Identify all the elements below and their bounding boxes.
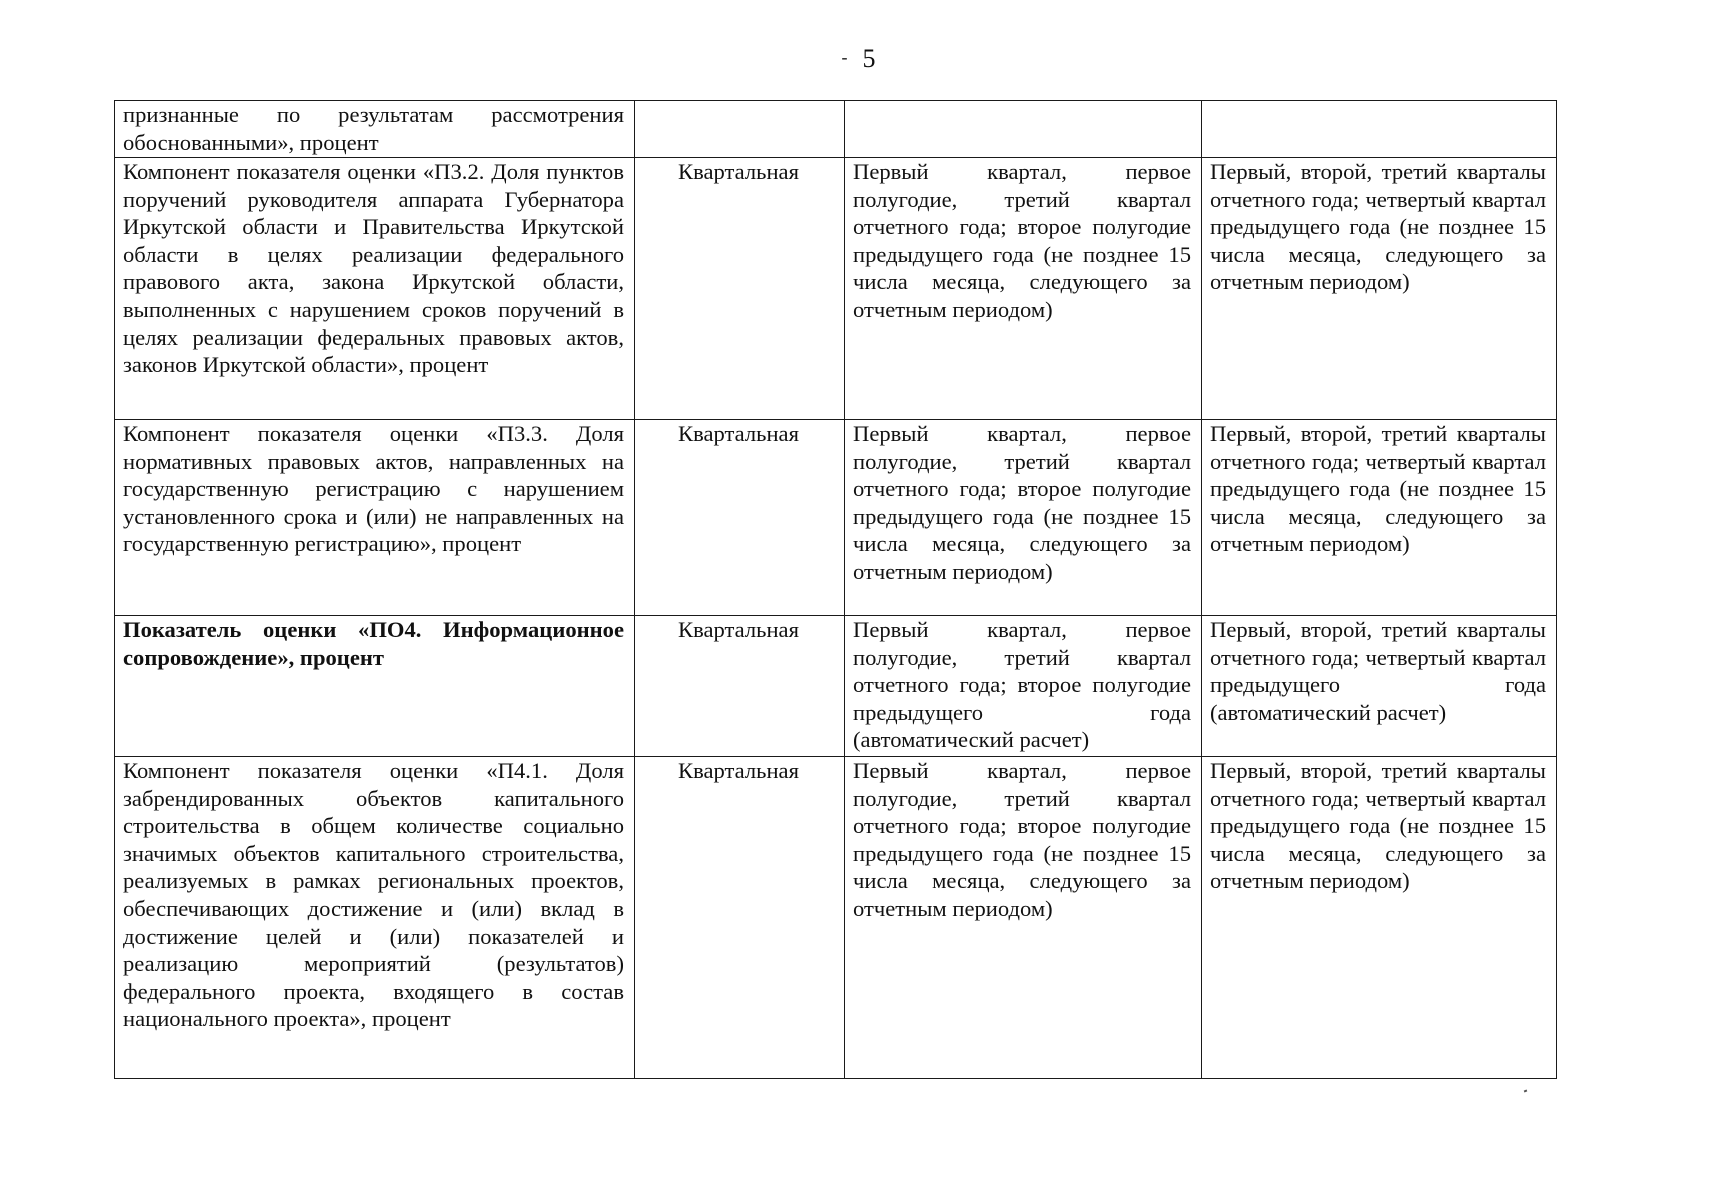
reporting-dates-cell: Первый квартал, первое полугодие, третий квартал отчетного года; второе полугодие предыдущего года (не позднее 15 числа месяца, следующего за отчетным периодом) [845,757,1202,1079]
periodicity-cell: Квартальная [635,616,845,757]
reporting-dates-cell: Первый квартал, первое полугодие, третий квартал отчетного года; второе полугодие предыдущего года (не позднее 15 числа месяца, следующего за отчетным периодом) [845,420,1202,616]
indicator-name-cell: Показатель оценки «ПО4. Информационное сопровождение», процент [115,616,635,757]
table-row [115,101,1557,158]
periodicity-cell: Квартальная [635,757,845,1079]
comparison-periods-cell: Первый, второй, третий кварталы отчетного года; четвертый квартал предыдущего года (не позднее 15 числа месяца, следующего за отчетным периодом) [1202,420,1557,616]
reporting-dates-cell: Первый квартал, первое полугодие, третий квартал отчетного года; второе полугодие предыдущего года (не позднее 15 числа месяца, следующего за отчетным периодом) [845,158,1202,420]
indicator-name-cell: признанные по результатам рассмотрения обоснованными», процент [115,101,635,158]
reporting-dates-cell: Первый квартал, первое полугодие, третий квартал отчетного года; второе полугодие предыдущего года (автоматический расчет) [845,616,1202,757]
table-row [115,757,1557,1079]
table-row [115,616,1557,757]
comparison-periods-cell [1202,101,1557,158]
table-row [115,158,1557,420]
periodicity-cell: Квартальная [635,420,845,616]
indicator-name-cell: Компонент показателя оценки «П4.1. Доля забрендированных объектов капитального строительства в общем количестве социально значимых объектов капитального строительства, реализуемых в рамках региональных проектов, обеспечивающих достижение и (или) вклад в достижение целей и (или) показателей и реализацию мероприятий (результатов) федерального проекта, входящего в состав национального проекта», процент [115,757,635,1079]
comparison-periods-cell: Первый, второй, третий кварталы отчетного года; четвертый квартал предыдущего года (не позднее 15 числа месяца, следующего за отчетным периодом) [1202,158,1557,420]
page-number-dash: - [841,47,849,67]
table-row [115,420,1557,616]
reporting-dates-cell [845,101,1202,158]
page-number-value: 5 [862,44,877,73]
periodicity-cell: Квартальная [635,158,845,420]
periodicity-cell [635,101,845,158]
comparison-periods-cell: Первый, второй, третий кварталы отчетного года; четвертый квартал предыдущего года (не позднее 15 числа месяца, следующего за отчетным периодом) [1202,757,1557,1079]
indicator-name-cell: Компонент показателя оценки «П3.3. Доля нормативных правовых актов, направленных на государственную регистрацию с нарушением установленного срока и (или) не направленных на государственную регистрацию», процент [115,420,635,616]
comparison-periods-cell: Первый, второй, третий кварталы отчетного года; четвертый квартал предыдущего года (автоматический расчет) [1202,616,1557,757]
page-number [0,44,1718,74]
indicator-table [114,100,1557,1079]
scan-speck [1524,1090,1528,1093]
indicator-name-cell: Компонент показателя оценки «П3.2. Доля пунктов поручений руководителя аппарата Губернатора Иркутской области и Правительства Иркутской области в целях реализации федерального правового акта, закона Иркутской области, выполненных с нарушением сроков поручений в целях реализации федеральных правовых актов, законов Иркутской области», процент [115,158,635,420]
